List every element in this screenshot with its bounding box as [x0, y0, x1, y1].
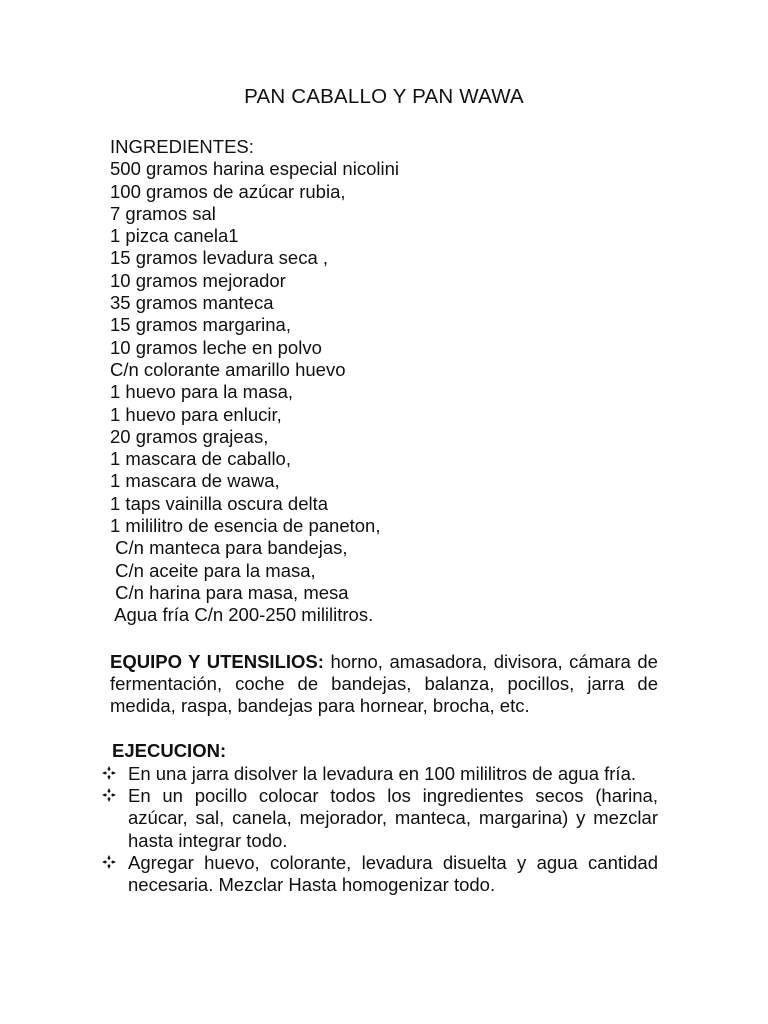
ingredient-item: C/n colorante amarillo huevo [110, 358, 346, 380]
equipment-label: EQUIPO Y UTENSILIOS: [110, 651, 324, 672]
ingredient-item: 15 gramos margarina, [110, 314, 291, 336]
step-item [102, 785, 658, 852]
ingredient-item: 1 mascara de wawa, [110, 470, 280, 492]
ingredient-item: 1 pizca canela1 [110, 225, 239, 247]
ingredients-list [110, 136, 670, 627]
ingredient-item: Agua fría C/n 200-250 mililitros. [110, 604, 374, 626]
step-item [102, 763, 658, 785]
ingredients-heading: INGREDIENTES: [110, 136, 254, 157]
ingredient-item: 1 mascara de caballo, [110, 448, 291, 470]
equipment-paragraph [110, 651, 658, 718]
ingredient-item: 1 taps vainilla oscura delta [110, 492, 329, 514]
ingredient-item: 100 gramos de azúcar rubia, [110, 180, 346, 202]
ingredient-item: 10 gramos leche en polvo [110, 336, 322, 358]
ingredient-item: 10 gramos mejorador [110, 269, 286, 291]
step-text: En un pocillo colocar todos los ingredientes secos (harina, azúcar, sal, canela, mejorador, manteca, margarina) y mezclar hasta integrar todo. [128, 785, 658, 851]
ingredient-item: C/n manteca para bandejas, [110, 537, 348, 559]
ingredient-item: 1 huevo para la masa, [110, 381, 294, 403]
diamond-bullet-icon [102, 785, 120, 807]
step-text: Agregar huevo, colorante, levadura disuelta y agua cantidad necesaria. Mezclar Hasta homogenizar todo. [128, 851, 658, 896]
ingredient-item: C/n harina para masa, mesa [110, 581, 349, 603]
ingredient-item: C/n aceite para la masa, [110, 559, 316, 581]
ingredient-item: 20 gramos grajeas, [110, 425, 269, 447]
equipment-text: horno, amasadora, divisora, cámara de fermentación, coche de bandejas, balanza, pocillos, jarra de medida, raspa, bandejas para hornear, brocha, etc. [110, 651, 658, 717]
execution-heading: EJECUCION: [112, 740, 227, 761]
step-text: En una jarra disolver la levadura en 100 mililitros de agua fría. [128, 763, 637, 784]
ingredient-item: 35 gramos manteca [110, 292, 274, 314]
page-title: PAN CABALLO Y PAN WAWA [244, 85, 524, 108]
ingredient-item: 1 huevo para enlucir, [110, 403, 282, 425]
diamond-bullet-icon [102, 852, 120, 874]
ingredient-item: 500 gramos harina especial nicolini [110, 158, 399, 180]
execution-steps [102, 763, 658, 896]
ingredient-item: 1 mililitro de esencia de paneton, [110, 515, 381, 537]
ingredient-item: 15 gramos levadura seca , [110, 247, 329, 269]
step-item [102, 852, 658, 896]
diamond-bullet-icon [102, 763, 120, 785]
ingredient-item: 7 gramos sal [110, 202, 216, 224]
